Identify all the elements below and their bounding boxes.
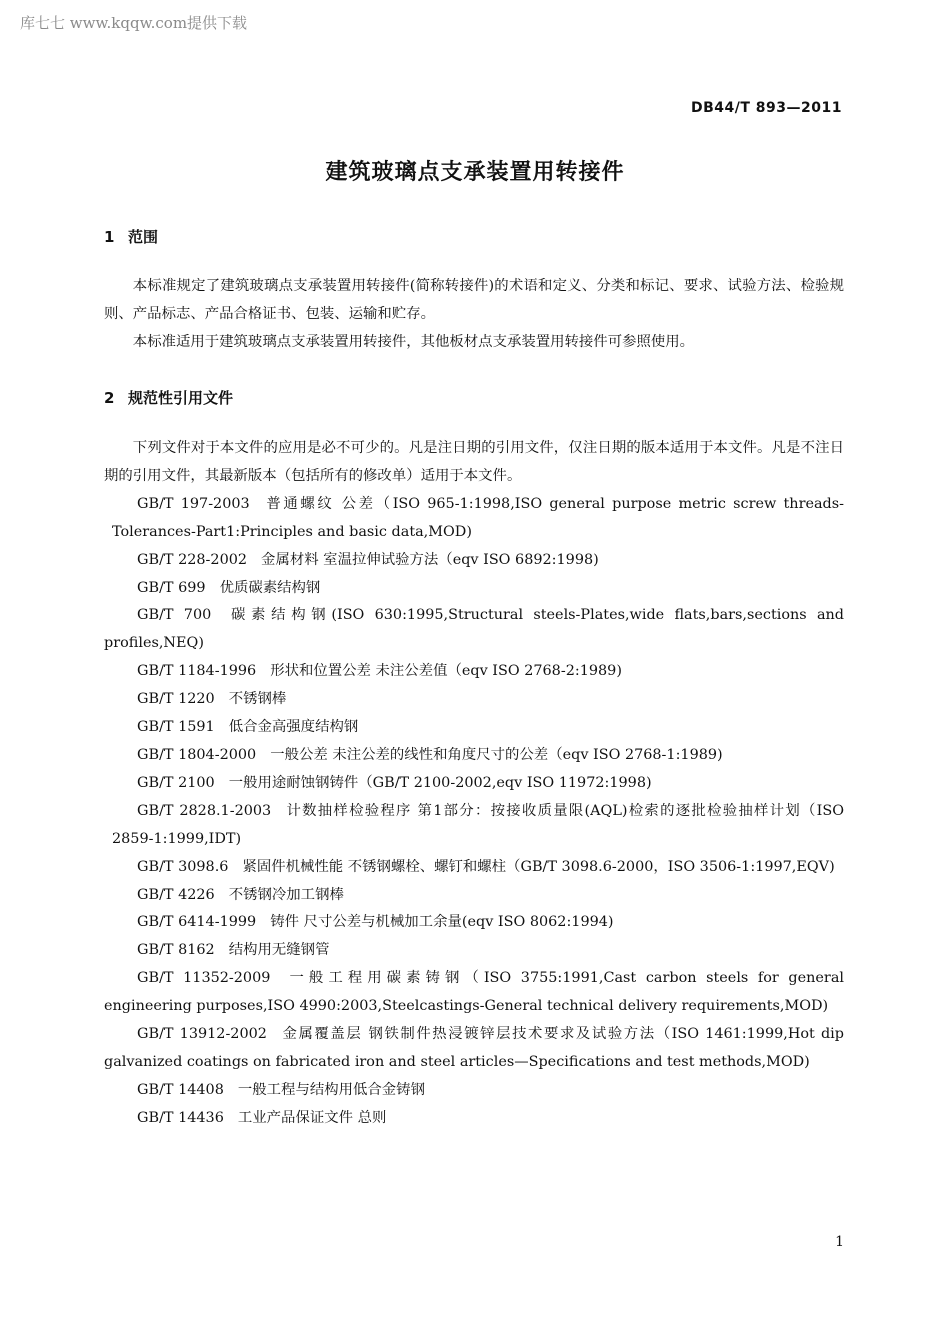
reference-code: GB/T 6414-1999 [137, 914, 257, 931]
reference-item [104, 1021, 844, 1077]
reference-title: 工业产品保证文件 总则 [237, 1109, 387, 1126]
reference-title: 金属材料 室温拉伸试验方法（eqv ISO 6892:1998) [261, 551, 599, 568]
reference-item [104, 742, 844, 770]
reference-title: 碳素结构钢(ISO 630:1995,Structural steels-Plates,wide flats,bars,sections and profiles,NEQ) [104, 607, 845, 652]
reference-title: 普通螺纹 公差（ISO 965-1:1998,ISO general purpose metric screw threads-Tolerances-Part1:Principles and basic data,MOD) [112, 495, 845, 540]
reference-item [104, 714, 844, 742]
reference-title: 计数抽样检验程序 第1部分：按接收质量限(AQL)检索的逐批检验抽样计划（ISO 2859-1:1999,IDT) [112, 802, 844, 847]
references-intro: 下列文件对于本文件的应用是必不可少的。凡是注日期的引用文件，仅注日期的版本适用于本文件。凡是不注日期的引用文件，其最新版本（包括所有的修改单）适用于本文件。 [104, 440, 844, 484]
document-title: 建筑玻璃点支承装置用转接件 [325, 160, 625, 185]
reference-item [104, 882, 844, 910]
reference-code: GB/T 4226 [137, 886, 215, 903]
reference-title: 不锈钢棒 [228, 691, 287, 708]
reference-item [104, 854, 844, 882]
reference-code: GB/T 1220 [137, 691, 215, 708]
reference-item [104, 491, 844, 547]
page-number: 1 [835, 1234, 844, 1250]
reference-item [104, 1105, 844, 1133]
watermark: 库七七 www.kqqw.com提供下载 [20, 14, 248, 32]
reference-code: GB/T 14436 [137, 1109, 224, 1126]
reference-item [104, 547, 844, 575]
reference-item [104, 798, 844, 854]
section-1-title: 范围 [128, 228, 159, 246]
section-1-heading [104, 226, 158, 247]
scope-section [104, 273, 844, 357]
reference-item [104, 965, 844, 1021]
reference-code: GB/T 1591 [137, 719, 215, 736]
reference-title: 结构用无缝钢管 [228, 942, 330, 959]
reference-title: 不锈钢冷加工钢棒 [228, 886, 344, 903]
reference-title: 金属覆盖层 钢铁制件热浸镀锌层技术要求及试验方法（ISO 1461:1999,Hot dip galvanized coatings on fabricated iron and steel articles—Specifications and test methods,MOD) [104, 1026, 845, 1070]
reference-title: 优质碳素结构钢 [219, 579, 321, 596]
reference-code: GB/T 1184-1996 [137, 663, 257, 680]
reference-code: GB/T 699 [137, 579, 206, 596]
standard-code: DB44/T 893—2011 [691, 100, 842, 116]
reference-item [104, 909, 844, 937]
section-2-heading [104, 387, 233, 408]
reference-list [104, 491, 844, 1133]
reference-title: 形状和位置公差 未注公差值（eqv ISO 2768-2:1989) [270, 663, 622, 680]
reference-title: 一般用途耐蚀钢铸件（GB/T 2100-2002,eqv ISO 11972:1998) [228, 774, 652, 791]
reference-item [104, 770, 844, 798]
reference-code: GB/T 2100 [137, 774, 215, 791]
section-2-title: 规范性引用文件 [128, 389, 234, 407]
reference-code: GB/T 14408 [137, 1081, 224, 1098]
section-2-number: 2 [104, 389, 115, 407]
reference-title: 低合金高强度结构钢 [228, 719, 359, 736]
scope-paragraph-1: 本标准规定了建筑玻璃点支承装置用转接件(简称转接件)的术语和定义、分类和标记、要求、试验方法、检验规则、产品标志、产品合格证书、包装、运输和贮存。 [104, 278, 844, 322]
reference-title: 一般工程用碳素铸钢（ISO 3755:1991,Cast carbon steels for general engineering purposes,ISO 4990:2003,Steelcastings-General technical delivery requirements,MOD) [104, 970, 844, 1015]
reference-code: GB/T 13912-2002 [137, 1026, 267, 1043]
reference-title: 一般工程与结构用低合金铸钢 [237, 1081, 425, 1098]
scope-paragraph-2: 本标准适用于建筑玻璃点支承装置用转接件，其他板材点支承装置用转接件可参照使用。 [132, 333, 695, 350]
reference-code: GB/T 3098.6 [137, 858, 229, 875]
reference-code: GB/T 2828.1-2003 [137, 802, 272, 819]
normative-references-section [104, 435, 844, 1133]
reference-item [104, 602, 844, 658]
reference-item [104, 575, 844, 603]
section-1-number: 1 [104, 228, 115, 246]
reference-title: 紧固件机械性能 不锈钢螺栓、螺钉和螺柱（GB/T 3098.6-2000，ISO 3506-1:1997,EQV) [242, 858, 835, 875]
reference-code: GB/T 700 [137, 607, 212, 624]
reference-code: GB/T 197-2003 [137, 495, 250, 512]
reference-item [104, 686, 844, 714]
reference-item [104, 937, 844, 965]
reference-title: 一般公差 未注公差的线性和角度尺寸的公差（eqv ISO 2768-1:1989) [270, 746, 723, 763]
reference-title: 铸件 尺寸公差与机械加工余量(eqv ISO 8062:1994) [270, 914, 614, 931]
reference-code: GB/T 1804-2000 [137, 746, 257, 763]
reference-item [104, 1077, 844, 1105]
reference-code: GB/T 228-2002 [137, 551, 248, 568]
reference-code: GB/T 11352-2009 [137, 970, 271, 987]
reference-item [104, 658, 844, 686]
reference-code: GB/T 8162 [137, 942, 215, 959]
